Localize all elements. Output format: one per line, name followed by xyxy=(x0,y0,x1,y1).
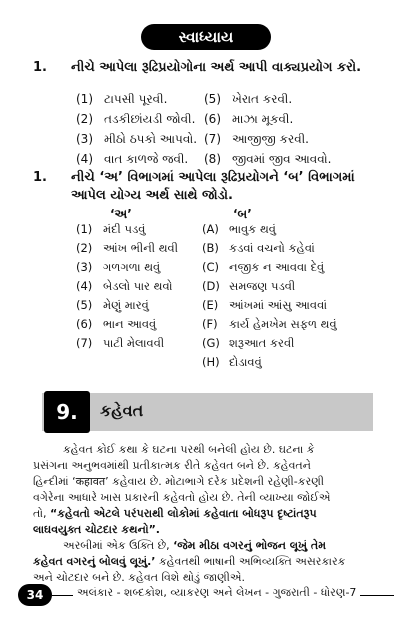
row-letter: (D) xyxy=(202,279,220,293)
question-text-line2: આપેલ યોગ્ય અર્થ સાથે જોડો. xyxy=(71,188,233,203)
item-text: મીઠો ઠપકો આપવો. xyxy=(104,132,198,146)
table-row xyxy=(76,317,376,336)
row-number: (1) xyxy=(76,222,93,236)
idiom: બેડલો પાર થવો xyxy=(103,279,173,293)
definition-text: લાઘવયુક્ત ચોટદાર કથનો”. xyxy=(33,523,160,536)
item-number: (3) xyxy=(76,132,93,146)
table-row xyxy=(76,222,376,241)
row-letter: (F) xyxy=(202,317,218,331)
question-text-line1: નીચે ‘અ’ વિભાગમાં આપેલા રૂઢિપ્રયોગને ‘બ’ વિભાગમાં xyxy=(71,170,355,185)
paragraph-line: પ્રસંગના અનુભવમાંથી પ્રતીકાત્મક રીતે કહેવત બને છે. કહેવતને xyxy=(33,459,311,472)
paragraph-line: કહેવત કોઈ કથા કે ઘટના પરથી બનેલી હોય છે. ઘટના કે xyxy=(63,443,315,456)
footer-text: અલંકાર - શબ્દકોશ, વ્યાકરણ અને લેખન - ગુજરાતી - ધોરણ-7 xyxy=(73,586,360,600)
svadhyay-banner: સ્વાધ્યાય xyxy=(141,24,271,50)
match-table xyxy=(76,222,376,374)
definition-text: “કહેવતો એટલે પરંપરાથી લોકોમાં કહેવાતા બોધરૂપ દૃષ્ટાંતરૂપ xyxy=(50,507,317,520)
paragraph-line xyxy=(33,554,383,570)
idiom: આંખ ભીની થવી xyxy=(103,241,179,255)
item-number: (4) xyxy=(76,152,93,166)
table-row xyxy=(76,336,376,355)
section-number: 9. xyxy=(44,391,90,433)
page-number: 34 xyxy=(18,584,52,606)
item-number: (5) xyxy=(204,92,221,106)
idiom: મંદી પડવું xyxy=(103,222,146,236)
quote-text: કહેવત વગરનું બોલવું લૂખું.’ xyxy=(33,555,156,568)
paragraph-2 xyxy=(33,538,383,586)
question-text: નીચે આપેલા રૂઢિપ્રયોગોના અર્થ આપી વાક્યપ્રયોગ કરો. xyxy=(71,60,362,75)
meaning: દોડાવવું xyxy=(229,355,262,369)
meaning: નજીક ન આવવા દેવું xyxy=(229,260,325,274)
item-number: (8) xyxy=(204,152,221,166)
item-text: વાત કાળજે જવી. xyxy=(104,152,189,166)
paragraph-1 xyxy=(33,442,383,538)
column-b-heading: ‘બ’ xyxy=(233,207,252,221)
row-letter: (B) xyxy=(202,241,219,255)
idiom: ભાન આવવું xyxy=(103,317,157,331)
row-number: (5) xyxy=(76,298,93,312)
meaning: આંખમાં આંસુ આવવાં xyxy=(229,298,328,312)
item-text: તડકીછાંયડી જોવી. xyxy=(104,112,196,126)
question-number: 1. xyxy=(33,170,47,185)
list-item xyxy=(76,92,376,112)
row-number: (6) xyxy=(76,317,93,331)
paragraph-line xyxy=(33,538,383,554)
meaning: સમજણ પડવી xyxy=(229,279,296,293)
table-row xyxy=(76,298,376,317)
row-number: (4) xyxy=(76,279,93,293)
item-number: (6) xyxy=(204,112,221,126)
section-header-bar xyxy=(42,393,373,431)
page-footer xyxy=(18,584,394,606)
column-a-heading: ‘અ’ xyxy=(110,207,132,221)
row-letter: (G) xyxy=(202,336,220,350)
paragraph-line: વગેરેના આધારે ખાસ પ્રકારની કહેવતો હોય છે. તેની વ્યાખ્યા જોઈએ xyxy=(33,491,331,504)
idiom: પાટી મેલાવવી xyxy=(103,336,165,350)
row-letter: (A) xyxy=(202,222,219,236)
row-number: (7) xyxy=(76,336,93,350)
question-number: 1. xyxy=(33,60,47,75)
quote-text: ‘જેમ મીઠા વગરનું ભોજન લૂખું તેમ xyxy=(173,539,326,552)
meaning: કડવાં વચનો કહેવાં xyxy=(229,241,315,255)
text-segment: તો, xyxy=(33,507,51,520)
meaning: શરૂઆત કરવી xyxy=(229,336,295,350)
item-text: આજીજી કરવી. xyxy=(232,132,309,146)
list-item xyxy=(76,132,376,152)
row-number: (2) xyxy=(76,241,93,255)
idiom-list xyxy=(76,92,376,172)
row-letter: (E) xyxy=(202,298,219,312)
table-row xyxy=(76,260,376,279)
item-text: ટાપસી પૂરવી. xyxy=(104,92,168,106)
section-title: કહેવત xyxy=(100,401,144,420)
idiom: મેણું મારવું xyxy=(103,298,149,312)
paragraph-line: હિન્દીમાં ‘कहावत’ કહેવાય છે. મોટાભાગે દરેક પ્રદેશની રહેણી-કરણી xyxy=(33,475,324,488)
table-row xyxy=(76,355,376,374)
idiom: ગળગળા થવું xyxy=(103,260,161,274)
paragraph-line: અને ચોટદાર બને છે. કહેવત વિશે થોડું જાણીએ. xyxy=(33,571,245,584)
row-letter: (C) xyxy=(202,260,220,274)
table-row xyxy=(76,241,376,260)
paragraph-line xyxy=(33,506,383,522)
list-item xyxy=(76,112,376,132)
item-text: માઝા મૂકવી. xyxy=(232,112,294,126)
row-letter: (H) xyxy=(202,355,220,369)
meaning: કાર્ય હેમખેમ સફળ થવું xyxy=(229,317,337,331)
text-segment: અરબીમાં એક ઉક્તિ છે, xyxy=(63,539,174,552)
item-text: જીવમાં જીવ આવવો. xyxy=(232,152,332,166)
item-text: ખેરાત કરવી. xyxy=(232,92,293,106)
item-number: (7) xyxy=(204,132,221,146)
item-number: (2) xyxy=(76,112,93,126)
table-row xyxy=(76,279,376,298)
row-number: (3) xyxy=(76,260,93,274)
item-number: (1) xyxy=(76,92,93,106)
text-segment: કહેવતથી ભાષાની અભિવ્યક્તિ અસરકારક xyxy=(155,555,346,568)
meaning: ભાવુક થવું xyxy=(229,222,276,236)
